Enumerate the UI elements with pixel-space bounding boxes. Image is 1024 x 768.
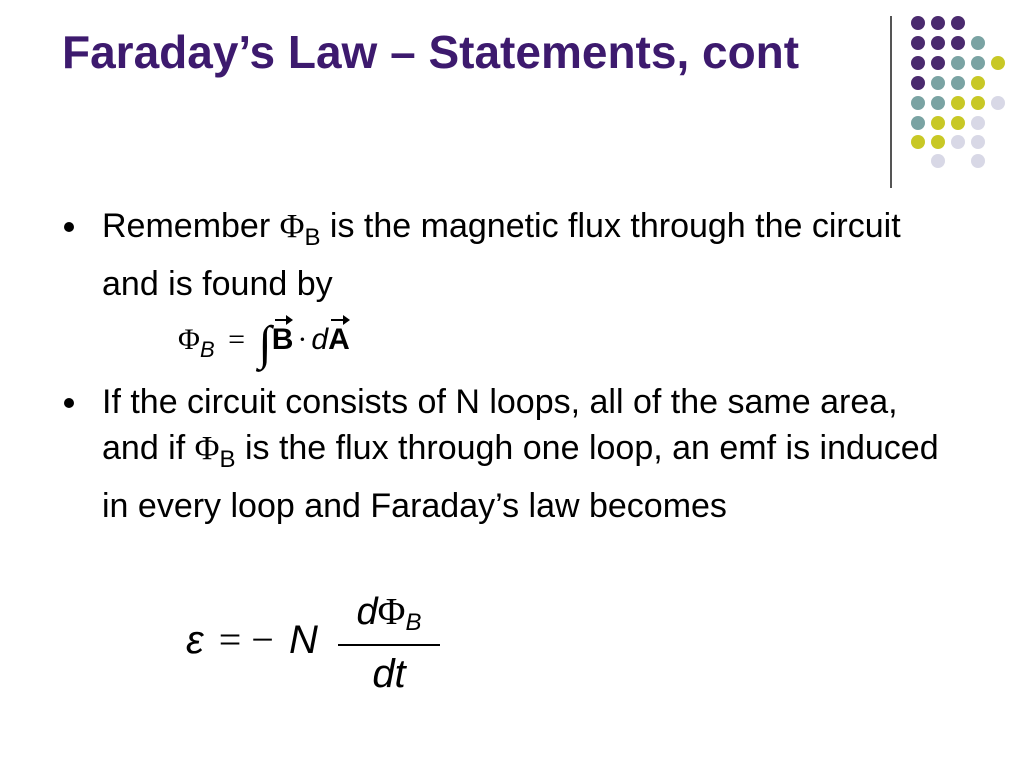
decorative-dot: [931, 135, 945, 149]
decorative-dot: [911, 76, 925, 90]
bullet-text-pre: If the circuit consists of N loops, all of the same area, and if: [102, 383, 898, 467]
eq-num-d: d: [356, 591, 378, 633]
eq-lhs: [186, 616, 318, 663]
decorative-dot: [951, 36, 965, 50]
fraction-bar: [338, 644, 440, 646]
bullet-text-post: is the flux through one loop, an emf is induced in every loop and Faraday’s law becomes: [102, 429, 939, 525]
decorative-dot: [911, 16, 925, 30]
decorative-dot: [971, 36, 985, 50]
eq-num-phi: Φ: [377, 591, 406, 633]
bullet-text-n-loops: [102, 379, 952, 529]
eq-phi-subscript: B: [199, 337, 215, 362]
eq-denominator: dt: [372, 652, 406, 696]
decorative-dot: [951, 116, 965, 130]
decorative-dot: [991, 56, 1005, 70]
decorative-dot: [951, 16, 965, 30]
decorative-dot: [951, 76, 965, 90]
decorative-vertical-line: [890, 16, 892, 188]
phi-subscript: B: [304, 224, 321, 251]
eq-vector-a: A: [328, 323, 350, 356]
decorative-dot: [911, 56, 925, 70]
bullet-text-pre: Remember: [102, 207, 280, 245]
eq-n: N: [288, 618, 318, 662]
decorative-dot: [931, 36, 945, 50]
decorative-dot: [971, 135, 985, 149]
eq-phi: Φ: [178, 323, 200, 356]
decorative-dot: [971, 76, 985, 90]
phi-symbol: Φ: [194, 430, 220, 467]
emf-symbol: ε: [186, 618, 204, 662]
decorative-dot: [971, 96, 985, 110]
phi-symbol: Φ: [279, 208, 305, 245]
eq-numerator: [338, 590, 440, 637]
eq-equals: =: [228, 323, 246, 356]
decorative-dot: [931, 116, 945, 130]
flux-equation: [178, 316, 350, 372]
decorative-dot: [931, 76, 945, 90]
slide-title: Faraday’s Law – Statements, cont: [62, 26, 800, 78]
decorative-dot: [951, 56, 965, 70]
decorative-dot: [971, 116, 985, 130]
decorative-dot: [931, 16, 945, 30]
bullet-marker: [64, 222, 74, 232]
bullet-marker: [64, 398, 74, 408]
bullet-text-post: is the magnetic flux through the circuit and is found by: [102, 207, 901, 303]
eq-dot: ·: [297, 323, 308, 356]
integral-sign: ∫: [258, 317, 272, 370]
bullet-text-flux: [102, 203, 962, 307]
decorative-dot: [931, 56, 945, 70]
decorative-dot: [971, 154, 985, 168]
decorative-dot: [951, 135, 965, 149]
decorative-dot: [971, 56, 985, 70]
decorative-dot: [931, 96, 945, 110]
decorative-dot: [911, 96, 925, 110]
decorative-dot: [911, 36, 925, 50]
eq-vector-b: B: [271, 323, 294, 356]
decorative-dot: [911, 116, 925, 130]
decorative-dot: [931, 154, 945, 168]
eq-equals-minus: = −: [218, 617, 274, 662]
eq-d: d: [311, 323, 329, 356]
decorative-dot: [911, 135, 925, 149]
eq-num-subscript: B: [405, 609, 422, 636]
phi-subscript: B: [219, 446, 236, 473]
decorative-dot: [991, 96, 1005, 110]
decorative-dot: [951, 96, 965, 110]
faraday-equation: [186, 590, 466, 710]
